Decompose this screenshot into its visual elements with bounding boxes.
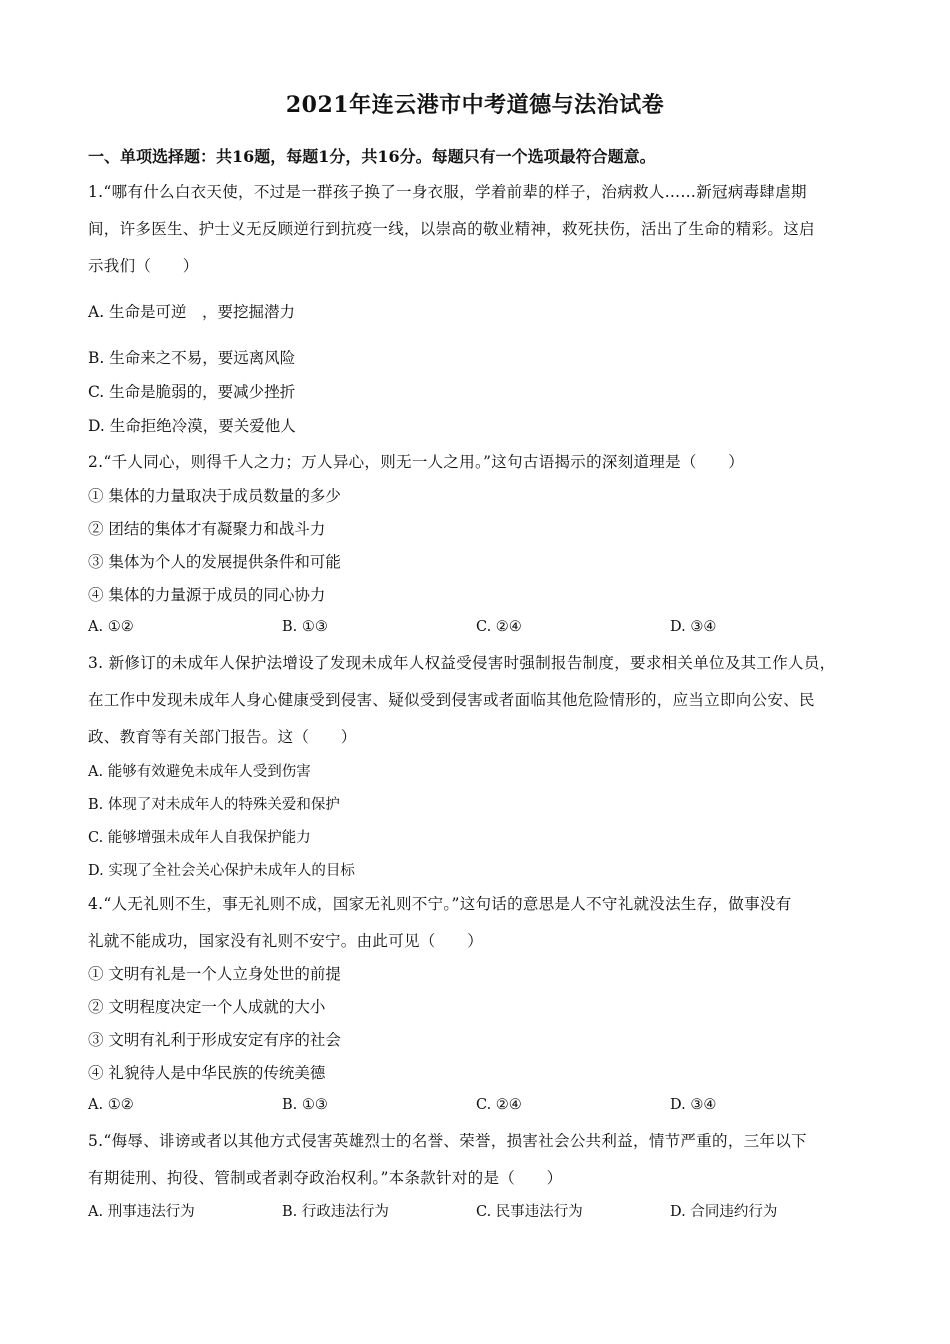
q1-text-line: 示我们（ ） bbox=[88, 257, 199, 275]
q4-text-line: 4.“人无礼则不生，事无礼则不成，国家无礼则不宁。”这句话的意思是人不守礼就没法生存，做事没有 bbox=[88, 895, 792, 913]
q5-text-line: 有期徒刑、拘役、管制或者剥夺政治权利。”本条款针对的是（ ） bbox=[88, 1169, 563, 1187]
q2-item: ① 集体的力量取决于成员数量的多少 bbox=[88, 487, 341, 505]
q4-item: ② 文明程度决定一个人成就的大小 bbox=[88, 998, 326, 1016]
q2-option-a[interactable]: A. ①② bbox=[88, 619, 134, 635]
q3-text-line: 政、教育等有关部门报告。这（ ） bbox=[88, 728, 357, 746]
page-title: 2021年连云港市中考道德与法治试卷 bbox=[285, 92, 665, 118]
q4-option-d[interactable]: D. ③④ bbox=[670, 1097, 717, 1113]
q3-option-a[interactable]: A. 能够有效避免未成年人受到伤害 bbox=[88, 764, 311, 780]
q5-option-a[interactable]: A. 刑事违法行为 bbox=[88, 1204, 195, 1220]
q3-option-b[interactable]: B. 体现了对未成年人的特殊关爱和保护 bbox=[88, 797, 340, 813]
q5-text-line: 5.“侮辱、诽谤或者以其他方式侵害英雄烈士的名誉、荣誉，损害社会公共利益，情节严重的，三年以下 bbox=[88, 1132, 807, 1150]
q5-option-c[interactable]: C. 民事违法行为 bbox=[476, 1204, 583, 1220]
q1-text-line: 间，许多医生、护士义无反顾逆行到抗疫一线，以崇高的敬业精神，救死扶伤，活出了生命的精彩。这启 bbox=[88, 220, 815, 238]
q1-option-c[interactable]: C. 生命是脆弱的，要减少挫折 bbox=[88, 383, 296, 401]
q2-option-d[interactable]: D. ③④ bbox=[670, 619, 717, 635]
q4-item: ① 文明有礼是一个人立身处世的前提 bbox=[88, 965, 341, 983]
q3-text-line: 3. 新修订的未成年人保护法增设了发现未成年人权益受侵害时强制报告制度，要求相关单位及其工作人员， bbox=[88, 654, 836, 672]
q1-option-b[interactable]: B. 生命来之不易，要远离风险 bbox=[88, 349, 296, 367]
q4-item: ③ 文明有礼利于形成安定有序的社会 bbox=[88, 1031, 341, 1049]
q1-text-line: 1.“哪有什么白衣天使，不过是一群孩子换了一身衣服，学着前辈的样子，治病救人……新冠病毒肆虐期 bbox=[88, 183, 807, 201]
q2-item: ④ 集体的力量源于成员的同心协力 bbox=[88, 586, 326, 604]
q3-option-c[interactable]: C. 能够增强未成年人自我保护能力 bbox=[88, 830, 311, 846]
q4-option-a[interactable]: A. ①② bbox=[88, 1097, 134, 1113]
q1-option-d[interactable]: D. 生命拒绝冷漠，要关爱他人 bbox=[88, 417, 296, 435]
section-heading: 一、单项选择题：共16题，每题1分，共16分。每题只有一个选项最符合题意。 bbox=[88, 147, 656, 166]
q3-option-d[interactable]: D. 实现了全社会关心保护未成年人的目标 bbox=[88, 863, 355, 879]
q5-option-b[interactable]: B. 行政违法行为 bbox=[282, 1204, 389, 1220]
q4-option-c[interactable]: C. ②④ bbox=[476, 1097, 522, 1113]
q2-option-c[interactable]: C. ②④ bbox=[476, 619, 522, 635]
q2-option-b[interactable]: B. ①③ bbox=[282, 619, 328, 635]
q2-item: ② 团结的集体才有凝聚力和战斗力 bbox=[88, 520, 326, 538]
q4-option-b[interactable]: B. ①③ bbox=[282, 1097, 328, 1113]
q2-item: ③ 集体为个人的发展提供条件和可能 bbox=[88, 553, 341, 571]
q4-item: ④ 礼貌待人是中华民族的传统美德 bbox=[88, 1064, 326, 1082]
q3-text-line: 在工作中发现未成年人身心健康受到侵害、疑似受到侵害或者面临其他危险情形的，应当立即向公安、民 bbox=[88, 691, 815, 709]
q2-text-line: 2.“千人同心，则得千人之力；万人异心，则无一人之用。”这句古语揭示的深刻道理是（ ） bbox=[88, 453, 745, 471]
q5-option-d[interactable]: D. 合同违约行为 bbox=[670, 1204, 778, 1220]
q1-option-a[interactable]: A. 生命是可逆 ，要挖掘潜力 bbox=[88, 303, 296, 321]
q4-text-line: 礼就不能成功，国家没有礼则不安宁。由此可见（ ） bbox=[88, 932, 484, 950]
